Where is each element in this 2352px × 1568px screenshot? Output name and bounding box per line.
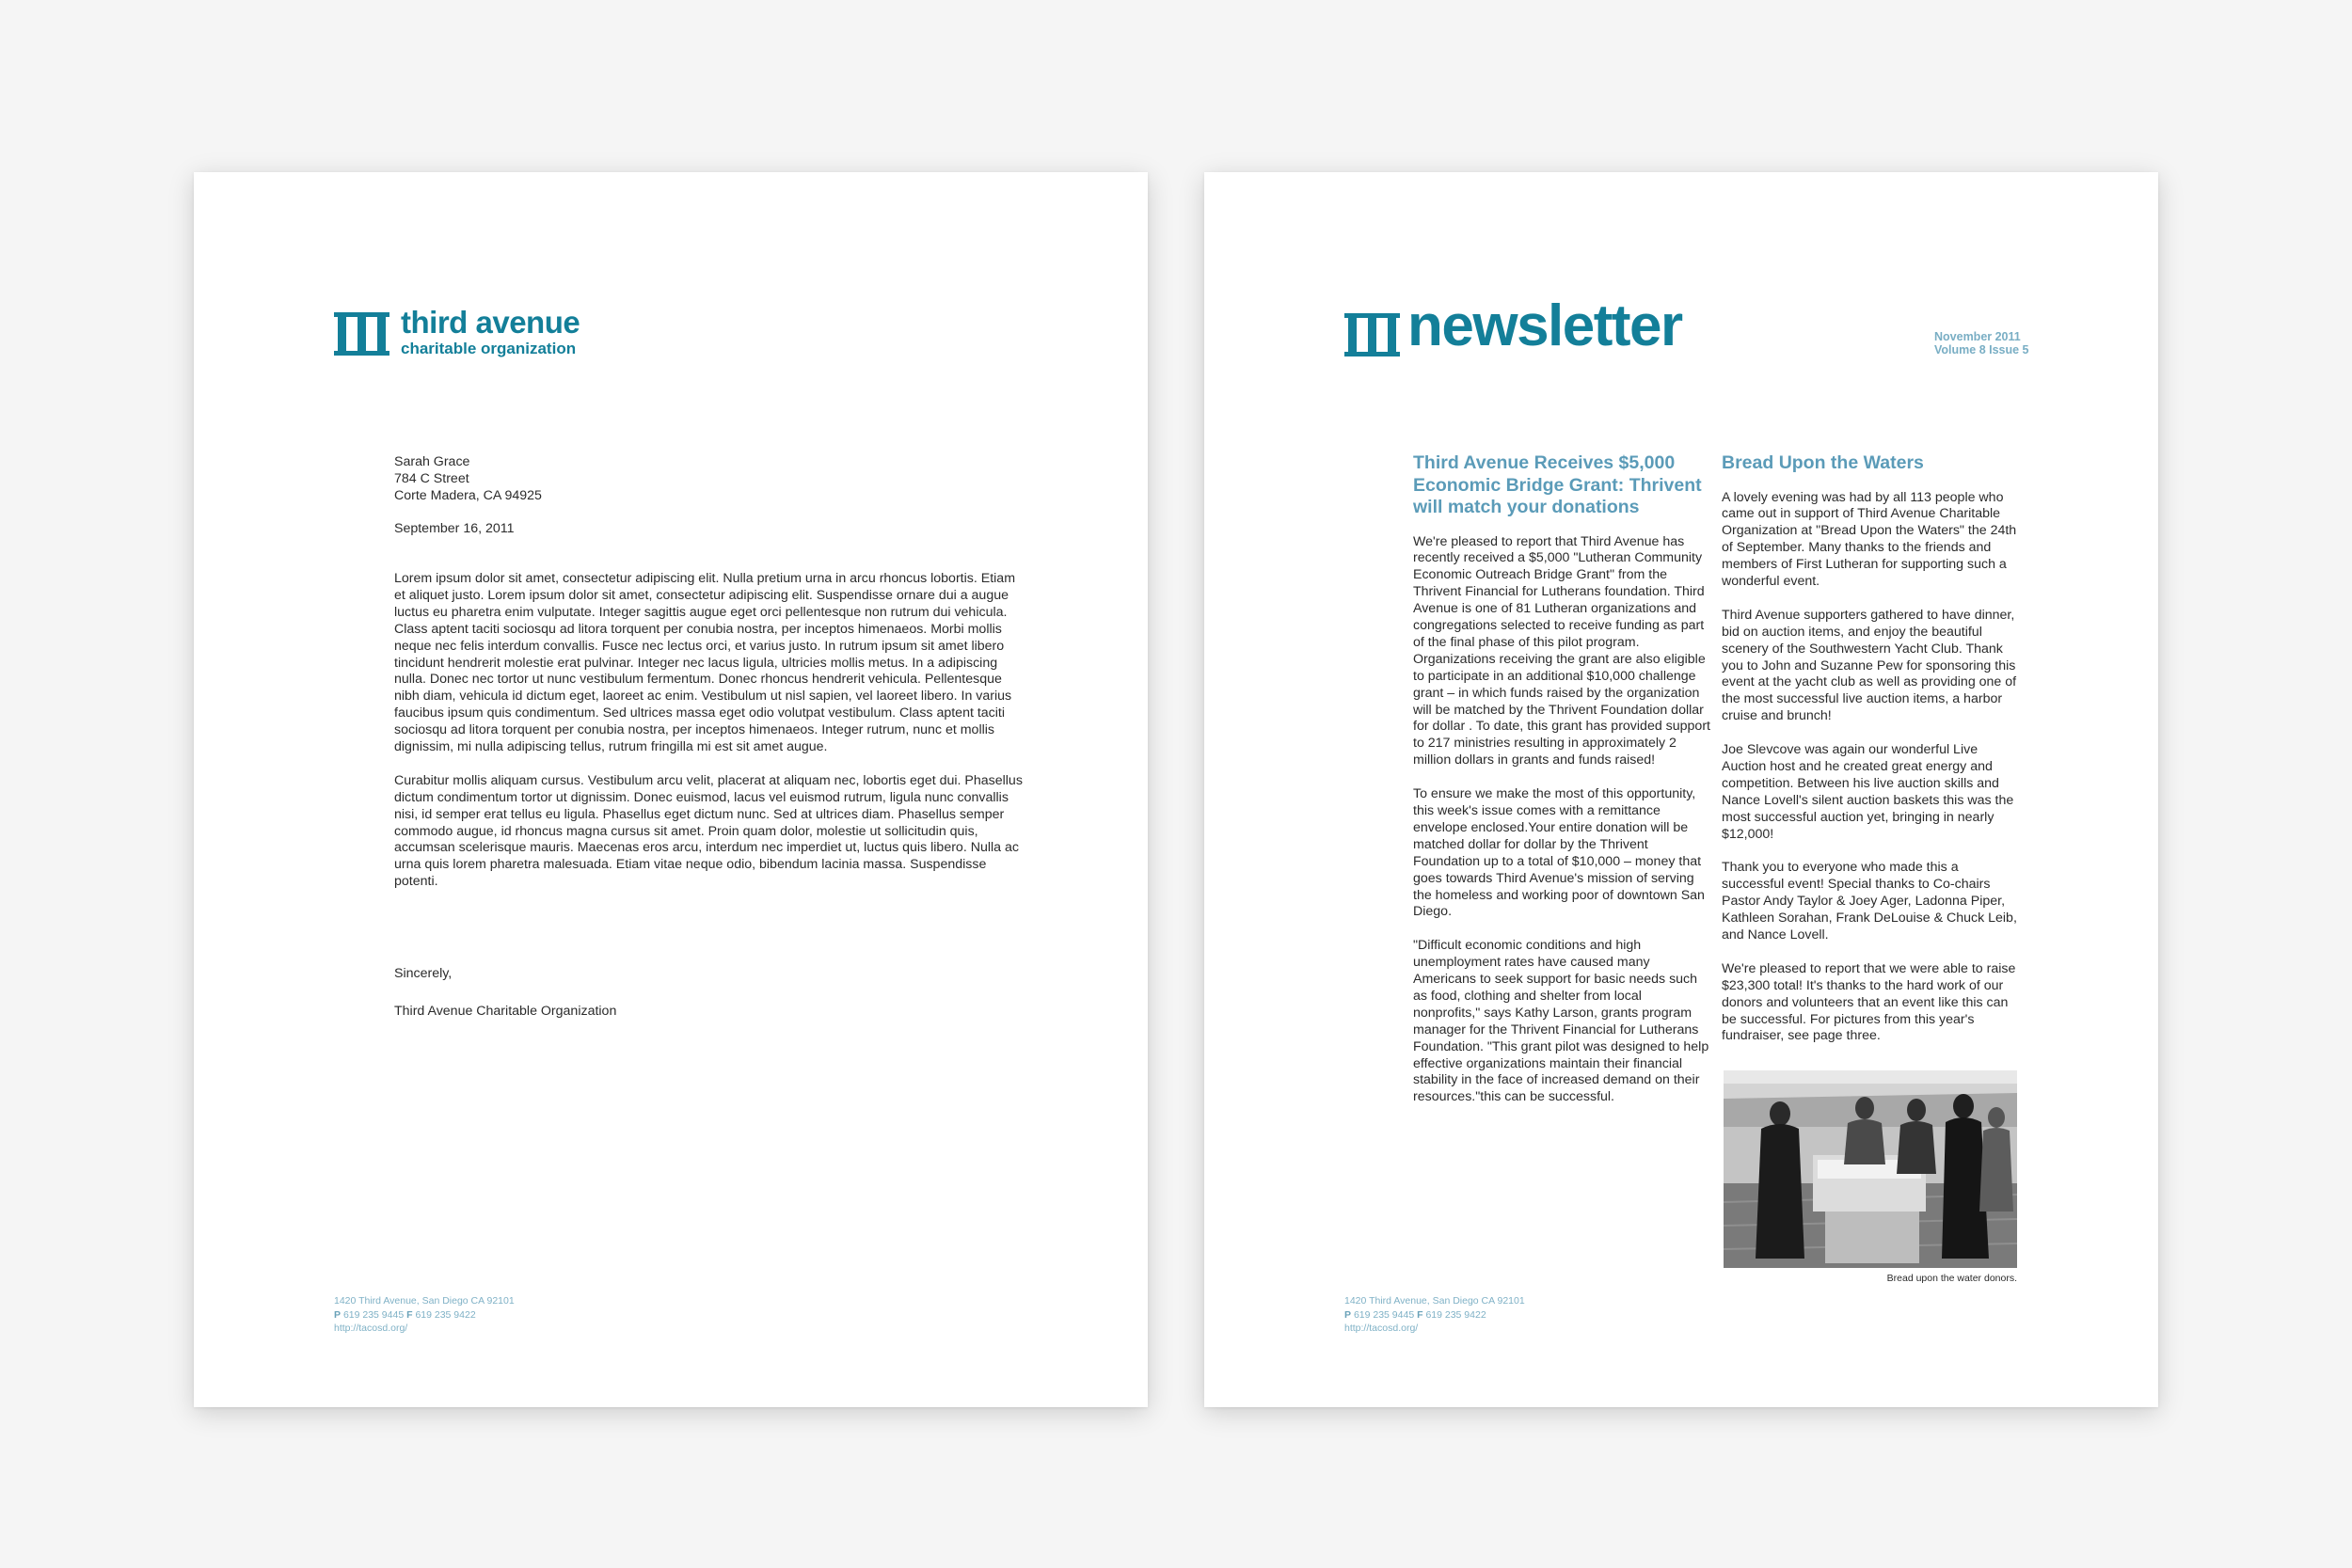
letter-footer (334, 1294, 515, 1336)
article-headline: Bread Upon the Waters (1722, 452, 1924, 473)
footer-contact: P 619 235 9445 F 619 235 9422 (334, 1308, 476, 1321)
letterhead-page (194, 172, 1148, 1407)
article-paragraph: Joe Slevcove was again our wonderful Live Auction host and he created great energy and competition. Between his live auction skills and Nance Lovell's silent auction baskets this was the most successful auction yet, bringing in nearly $12,000! (1722, 742, 2014, 842)
event-photo-image (1724, 1070, 2017, 1268)
logo-mark-icon (334, 312, 389, 356)
issue-volume: Volume 8 Issue 5 (1934, 343, 2029, 356)
article-paragraph: "Difficult economic conditions and high unemployment rates have caused many Americans to seek support for basic needs such as food, clothing and shelter from local nonprofits," says Kathy Larson, grants program manager for the Thrivent Financial for Lutherans Foundation. "This grant pilot was designed to help effective organizations maintain their financial stability in the face of increased demand on their resources."this can be successful. (1413, 938, 1709, 1105)
issue-info (1934, 330, 2042, 356)
article-paragraph: Third Avenue supporters gathered to have dinner, bid on auction items, and enjoy the beautiful scenery of the Southwestern Yacht Club. Thank you to John and Suzanne Pew for sponsoring this event at the yacht club as well as providing one of the most successful live auction items, a harbor cruise and brunch! (1722, 607, 2017, 724)
event-photo (1724, 1070, 2017, 1268)
brand-subtitle: charitable organization (401, 340, 577, 357)
brand-name: third avenue (401, 305, 580, 340)
newsletter-title: newsletter (1407, 293, 1682, 358)
newsletter-footer (1344, 1294, 1525, 1336)
footer-contact: P 619 235 9445 F 619 235 9422 (1344, 1308, 1486, 1321)
article-bread (1722, 452, 2019, 1062)
letter-body (394, 571, 1025, 891)
photo-caption: Bread upon the water donors. (1886, 1273, 2017, 1284)
recipient-street: 784 C Street (394, 470, 469, 486)
issue-date: November 2011 (1934, 330, 2021, 343)
logo-mark-icon (1344, 313, 1400, 356)
article-paragraph: We're pleased to report that Third Avenue has recently received a $5,000 "Lutheran Community Economic Outreach Bridge Grant" from the Thrivent Financial for Lutherans foundation. Third Avenue is one of 81 Lutheran organizations and congregations selected to receive funding as part of the final phase of this pilot program. Organizations receiving the grant are also eligible to participate in an additional $10,000 challenge grant – in which funds raised by the organization will be matched by the Thrivent Foundation dollar for dollar . To date, this grant has provided support to 217 ministries resulting in approximately 2 million dollars in grants and funds raised! (1413, 533, 1710, 768)
footer-url[interactable]: http://tacosd.org/ (334, 1323, 408, 1334)
recipient-address (394, 454, 771, 505)
article-paragraph: A lovely evening was had by all 113 people who came out in support of Third Avenue Charitable Organization at "Bread Upon the Waters" the 24th of September. Many thanks to the friends and members of First Lutheran for supporting such a wonderful event. (1722, 489, 2017, 590)
article-grant (1413, 452, 1712, 1123)
letter-paragraph: Lorem ipsum dolor sit amet, consectetur adipiscing elit. Nulla pretium urna in arcu rhoncus lobortis. Etiam et aliquet justo. Lorem ipsum dolor sit amet, consectetur adipiscing elit. Suspendisse ornare dui a augue luctus eu pharetra enim vulputate. Integer sagittis augue eget orci pellentesque non rutrum dui vehicula. Class aptent taciti sociosqu ad litora torquent per conubia nostra, per inceptos himenaeos. Morbi mollis neque nec felis interdum convallis. Fusce nec lectus orci, et varius justo. In rutrum ipsum sit amet libero tincidunt hendrerit molestie erat pulvinar. Integer nec lacus ligula, ultricies mollis metus. In a adipiscing nulla. Donec nec tortor ut nunc vestibulum fermentum. Donec rhoncus hendrerit vehicula. Pellentesque nibh diam, vehicula id dictum eget, laoreet ac enim. Vestibulum ut nisl sapien, vel laoreet libero. In varius faucibus ipsum quis condimentum. Sed ultrices massa eget odio volutpat vestibulum. Class aptent taciti sociosqu ad litora torquent per conubia nostra, per inceptos himenaeos. Integer rutrum, nunc et mollis dignissim, mi nulla adipiscing tellus, rutrum fringilla mi est sit amet augue. (394, 571, 1016, 755)
footer-url[interactable]: http://tacosd.org/ (1344, 1323, 1419, 1334)
article-headline: Third Avenue Receives $5,000 Economic Bridge Grant: Thrivent will match your donations (1413, 452, 1702, 517)
letter-paragraph: Curabitur mollis aliquam cursus. Vestibulum arcu velit, placerat at aliquam nec, lobortis eget dui. Phasellus dictum condimentum tortor ut dignissim. Donec euismod, lacus vel euismod rutrum, ligula nunc convallis nisi, id semper erat tellus eu ligula. Phasellus eget dictum nunc. Sed at ultrices diam. Phasellus semper commodo augue, id rhoncus magna cursus sit amet. Proin quam dolor, molestie ut sollicitudin quis, accumsan scelerisque mauris. Maecenas eros arcu, interdum nec imperdiet ut, luctus quis libero. Nulla ac urna quis lorem pharetra malesuada. Etiam vitae neque odio, bibendum lacinia massa. Suspendisse potenti. (394, 772, 1023, 890)
article-paragraph: Thank you to everyone who made this a successful event! Special thanks to Co-chairs Pastor Andy Taylor & Joey Ager, Ladonna Piper, Kathleen Sorahan, Frank DeLouise & Chuck Leib, and Nance Lovell. (1722, 860, 2017, 943)
letter-closing: Sincerely, (394, 966, 453, 981)
newsletter-page (1204, 172, 2158, 1407)
footer-address: 1420 Third Avenue, San Diego CA 92101 (334, 1295, 515, 1307)
article-paragraph: We're pleased to report that we were able to raise $23,300 total! It's thanks to the hard work of our donors and volunteers that an event like this can be successful. For pictures from this year's fundraiser, see page three. (1722, 960, 2016, 1044)
recipient-name: Sarah Grace (394, 454, 470, 469)
recipient-city: Corte Madera, CA 94925 (394, 487, 542, 503)
letter-date: September 16, 2011 (394, 521, 515, 536)
footer-address: 1420 Third Avenue, San Diego CA 92101 (1344, 1295, 1525, 1307)
article-paragraph: To ensure we make the most of this opportunity, this week's issue comes with a remittance envelope enclosed.Your entire donation will be matched dollar for dollar by the Thrivent Foundation up to a total of $10,000 – money that goes towards Third Avenue's mission of serving the homeless and working poor of downtown San Diego. (1413, 786, 1705, 920)
letter-signature: Third Avenue Charitable Organization (394, 1004, 617, 1019)
